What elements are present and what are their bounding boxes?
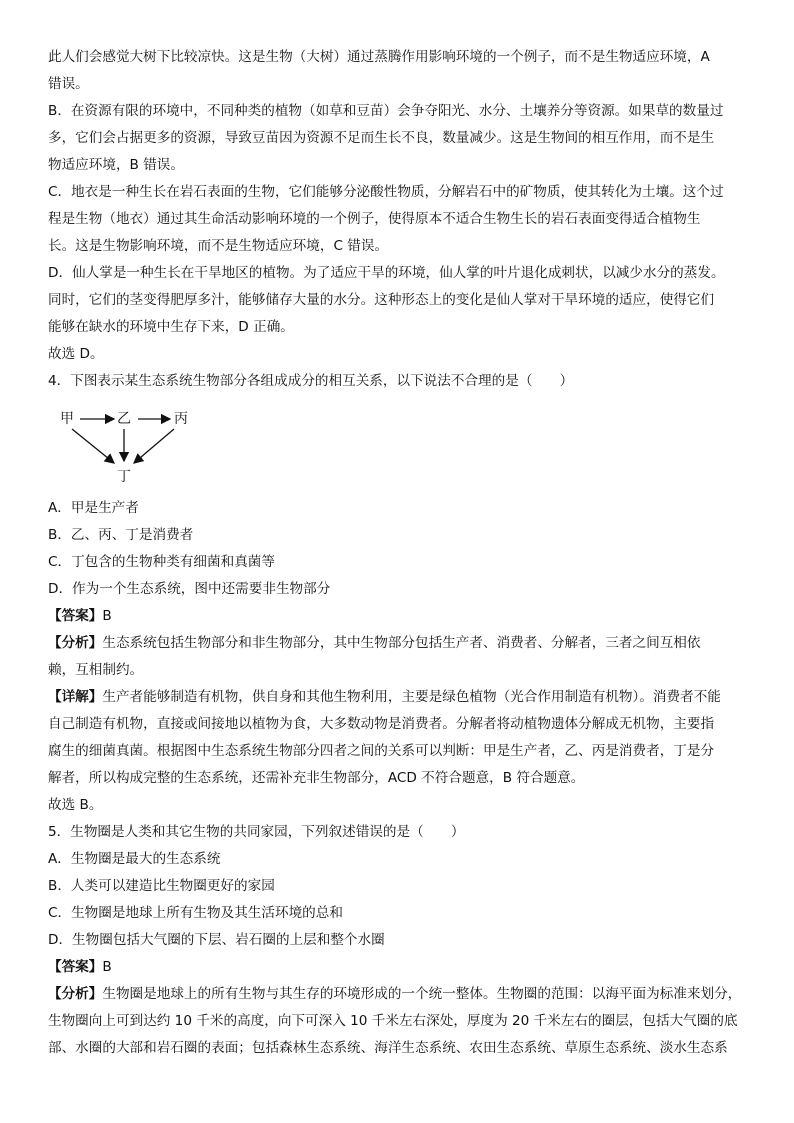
text-line: 多，它们会占据更多的资源，导致豆苗因为资源不足而生长不良，数量减少。这是生物间的相互作用，而不是生 xyxy=(48,130,715,146)
question-4-stem: 4．下图表示某生态系统生物部分各组成成分的相互关系，以下说法不合理的是（ ） xyxy=(48,373,574,389)
text-line: 此人们会感觉大树下比较凉快。这是生物（大树）通过蒸腾作用影响环境的一个例子，而不是生物适应环境，A xyxy=(48,49,710,65)
analysis-text: 生态系统包括生物部分和非生物部分，其中生物部分包括生产者、消费者、分解者，三者之间互相依 xyxy=(102,635,701,651)
answer-line xyxy=(48,954,754,981)
option-a: A．甲是生产者 xyxy=(48,500,139,516)
arrow-c-to-d xyxy=(134,429,174,463)
text-line: 部、水圈的大部和岩石圈的表面；包括森林生态系统、海洋生态系统、农田生态系统、草原生态系统、淡水生态系 xyxy=(48,1040,728,1056)
analysis-text: 生物圈是地球上的所有生物与其生存的环境形成的一个统一整体。生物圈的范围：以海平面为标准来划分， xyxy=(102,986,742,1002)
analysis-line xyxy=(48,630,754,657)
arrow-a-to-d xyxy=(72,429,114,463)
detail-tag: 【详解】 xyxy=(48,689,103,705)
text-line: D．仙人掌是一种生长在干旱地区的植物。为了适应干旱的环境，仙人掌的叶片退化成刺状，以减少水分的蒸发。 xyxy=(48,265,725,281)
text-line: C．地衣是一种生长在岩石表面的生物，它们能够分泌酸性物质，分解岩石中的矿物质，使其转化为土壤。这个过 xyxy=(48,184,724,200)
option-a: A．生物圈是最大的生态系统 xyxy=(48,851,221,867)
answer-tag: 【答案】 xyxy=(48,608,103,624)
analysis-tag: 【分析】 xyxy=(48,986,103,1002)
node-c: 丙 xyxy=(174,411,188,427)
answer-tag: 【答案】 xyxy=(48,959,103,975)
option-d: D．作为一个生态系统，图中还需要非生物部分 xyxy=(48,581,331,597)
option-d: D．生物圈包括大气圈的下层、岩石圈的上层和整个水圈 xyxy=(48,932,385,948)
answer-value: B xyxy=(102,959,112,975)
text-line: 物适应环境，B 错误。 xyxy=(48,157,184,173)
option-c: C．丁包含的生物种类有细菌和真菌等 xyxy=(48,554,275,570)
text-line: 腐生的细菌真菌。根据图中生态系统生物部分四者之间的关系可以判断：甲是生产者，乙、丙是消费者，丁是分 xyxy=(48,743,715,759)
text-line: 生物圈向上可到达约 10 千米的高度，向下可深入 10 千米左右深处，厚度为 20 千米左右的圈层，包括大气圈的底 xyxy=(48,1013,738,1029)
text-line: 长。这是生物影响环境，而不是生物适应环境，C 错误。 xyxy=(48,238,389,254)
text-line: 赖，互相制约。 xyxy=(48,662,144,678)
answer-value: B xyxy=(102,608,112,624)
node-d: 丁 xyxy=(117,469,131,485)
text-line: 故选 D。 xyxy=(48,346,104,362)
answer-line xyxy=(48,603,754,630)
option-b: B．乙、丙、丁是消费者 xyxy=(48,527,194,543)
option-c: C．生物圈是地球上所有生物及其生活环境的总和 xyxy=(48,905,343,921)
diagram-arrows xyxy=(54,399,254,495)
text-line: B．在资源有限的环境中，不同种类的植物（如草和豆苗）会争夺阳光、水分、土壤养分等资源。如果草的数量过 xyxy=(48,103,724,119)
question-5-stem: 5．生物圈是人类和其它生物的共同家园，下列叙述错误的是（ ） xyxy=(48,824,465,840)
text-line: 程是生物（地衣）通过其生命活动影响环境的一个例子，使得原本不适合生物生长的岩石表面变得适合植物生 xyxy=(48,211,701,227)
detail-line xyxy=(48,684,754,711)
option-b: B．人类可以建造比生物圈更好的家园 xyxy=(48,878,275,894)
node-a: 甲 xyxy=(60,411,74,427)
food-relation-diagram xyxy=(54,399,254,495)
text-line: 自己制造有机物，直接或间接地以植物为食，大多数动物是消费者。分解者将动植物遗体分解成无机物，主要指 xyxy=(48,716,715,732)
conclusion-line: 故选 B。 xyxy=(48,797,103,813)
detail-text: 生产者能够制造有机物，供自身和其他生物利用，主要是绿色植物（光合作用制造有机物）。消费者不能 xyxy=(102,689,721,705)
analysis-tag: 【分析】 xyxy=(48,635,103,651)
text-line: 能够在缺水的环境中生存下来，D 正确。 xyxy=(48,319,294,335)
document-page xyxy=(48,44,754,1062)
analysis-line xyxy=(48,981,754,1008)
node-b: 乙 xyxy=(117,411,131,427)
text-line: 解者，所以构成完整的生态系统，还需补充非生物部分，ACD 不符合题意，B 符合题意。 xyxy=(48,770,585,786)
text-line: 同时，它们的茎变得肥厚多汁，能够储存大量的水分。这种形态上的变化是仙人掌对干旱环境的适应，使得它们 xyxy=(48,292,715,308)
text-line: 错误。 xyxy=(48,76,89,92)
